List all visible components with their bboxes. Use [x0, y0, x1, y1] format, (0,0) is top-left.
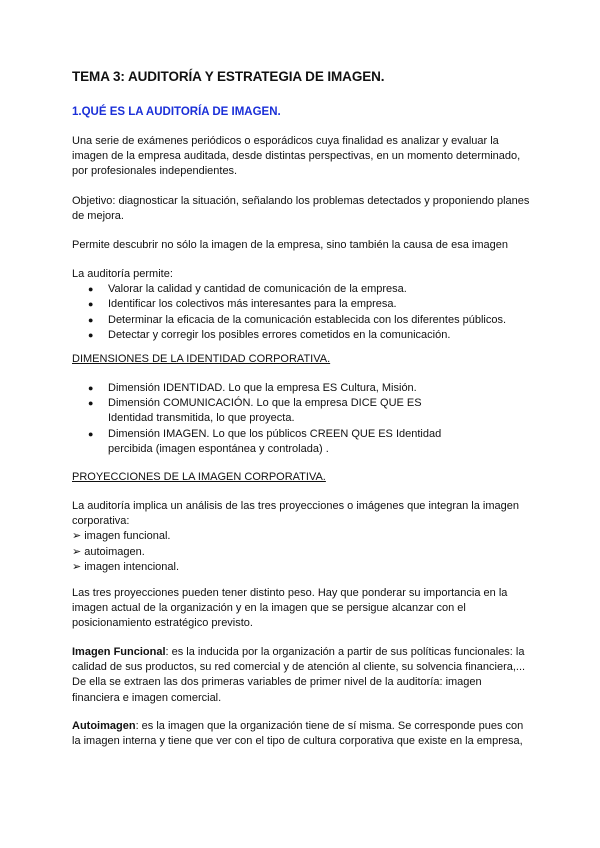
list-item-text: autoimagen.: [84, 545, 145, 558]
dimensions-block: [72, 381, 532, 457]
intro-text: Una serie de exámenes periódicos o esporádicos cuya finalidad es analizar y evaluar la imagen de la empresa auditada, desde distintas perspectivas, en un momento determinado, por profesionales independientes.: [72, 135, 521, 178]
self-image-definition: : es la imagen que la organización tiene de sí misma. Se corresponde pues con la imagen interna y tiene que ver con el tipo de cultura corporativa que existe en la empresa,: [72, 720, 524, 748]
list-item-text: Dimensión IMAGEN. Lo que los públicos CREEN QUE ES Identidad percibida (imagen espontánea y controlada) .: [108, 427, 442, 455]
self-image-text: [72, 719, 532, 749]
bullet-icon: ●: [88, 284, 94, 295]
bullet-icon: ●: [88, 398, 94, 409]
list-item: [72, 545, 532, 560]
permits-text: Permite descubrir no sólo la imagen de la empresa, sino también la causa de esa imagen: [72, 239, 508, 251]
list-item: [72, 297, 532, 312]
bullet-icon: ●: [88, 329, 94, 340]
list-item-text: Identificar los colectivos más interesantes para la empresa.: [108, 298, 397, 311]
self-image-term: Autoimagen: [72, 720, 136, 732]
list-item: [72, 282, 532, 297]
list-item: [72, 529, 532, 544]
arrow-bullet-icon: ➢: [72, 530, 82, 543]
document-title: TEMA 3: AUDITORÍA Y ESTRATEGIA DE IMAGEN.: [72, 69, 385, 84]
bullet-icon: ●: [88, 314, 94, 325]
list-item-text: imagen funcional.: [84, 530, 171, 543]
projections-intro: La auditoría implica un análisis de las tres proyecciones o imágenes que integran la imagen corporativa:: [72, 500, 519, 528]
objective-text: Objetivo: diagnosticar la situación, señalando los problemas detectados y proponiendo planes de mejora.: [72, 195, 530, 223]
dimensions-list: [72, 381, 532, 457]
list-item-text: imagen intencional.: [84, 560, 180, 573]
list-item-text: Valorar la calidad y cantidad de comunicación de la empresa.: [108, 283, 407, 296]
projections-block: [72, 499, 532, 575]
audit-permits-label: La auditoría permite:: [72, 268, 173, 280]
audit-permits-list: [72, 282, 532, 343]
functional-image-term: Imagen Funcional: [72, 646, 166, 658]
list-item: [72, 560, 532, 575]
weights-paragraph: [72, 586, 532, 632]
bullet-icon: ●: [88, 299, 94, 310]
arrow-bullet-icon: ➢: [72, 545, 82, 558]
list-item-text: Dimensión IDENTIDAD. Lo que la empresa ES Cultura, Misión.: [108, 382, 417, 394]
bullet-icon: ●: [88, 428, 94, 439]
list-item: [72, 328, 532, 343]
list-item-text: Determinar la eficacia de la comunicación establecida con los diferentes públicos.: [108, 313, 507, 326]
list-item: [72, 396, 532, 426]
bullet-icon: ●: [88, 383, 94, 393]
arrow-bullet-icon: ➢: [72, 560, 82, 573]
audit-permits-block: [72, 267, 532, 343]
list-item: [72, 381, 532, 396]
functional-image-text: [72, 645, 532, 706]
objective-paragraph: [72, 194, 532, 224]
list-item-text: Detectar y corregir los posibles errores cometidos en la comunicación.: [108, 328, 451, 341]
weights-text: Las tres proyecciones pueden tener distinto peso. Hay que ponderar su importancia en la imagen actual de la organización y en la imagen que se persigue alcanzar con el posicionamiento estratégico previsto.: [72, 587, 508, 630]
dimensions-heading: DIMENSIONES DE LA IDENTIDAD CORPORATIVA.: [72, 353, 331, 365]
section-1-title: 1.QUÉ ES LA AUDITORÍA DE IMAGEN.: [72, 106, 281, 118]
list-item: [72, 313, 532, 328]
intro-paragraph: [72, 134, 532, 180]
list-item-text: Dimensión COMUNICACIÓN. Lo que la empresa DICE QUE ES Identidad transmitida, lo que proyecta.: [108, 397, 422, 425]
dimensions-heading-block: [72, 352, 532, 367]
list-item: [72, 427, 532, 457]
functional-image-definition: : es la inducida por la organización a partir de sus políticas funcionales: la calidad de sus productos, su red comercial y de atención al cliente, su solvencia financiera,... De ella se extraen las dos primeras variables de primer nivel de la auditoría: imagen financiera e imagen comercial.: [72, 646, 526, 704]
functional-image-paragraph: [72, 645, 532, 706]
self-image-paragraph: [72, 719, 532, 749]
projections-heading: PROYECCIONES DE LA IMAGEN CORPORATIVA.: [72, 471, 326, 483]
permits-paragraph: [72, 238, 532, 253]
projections-heading-block: [72, 470, 532, 485]
